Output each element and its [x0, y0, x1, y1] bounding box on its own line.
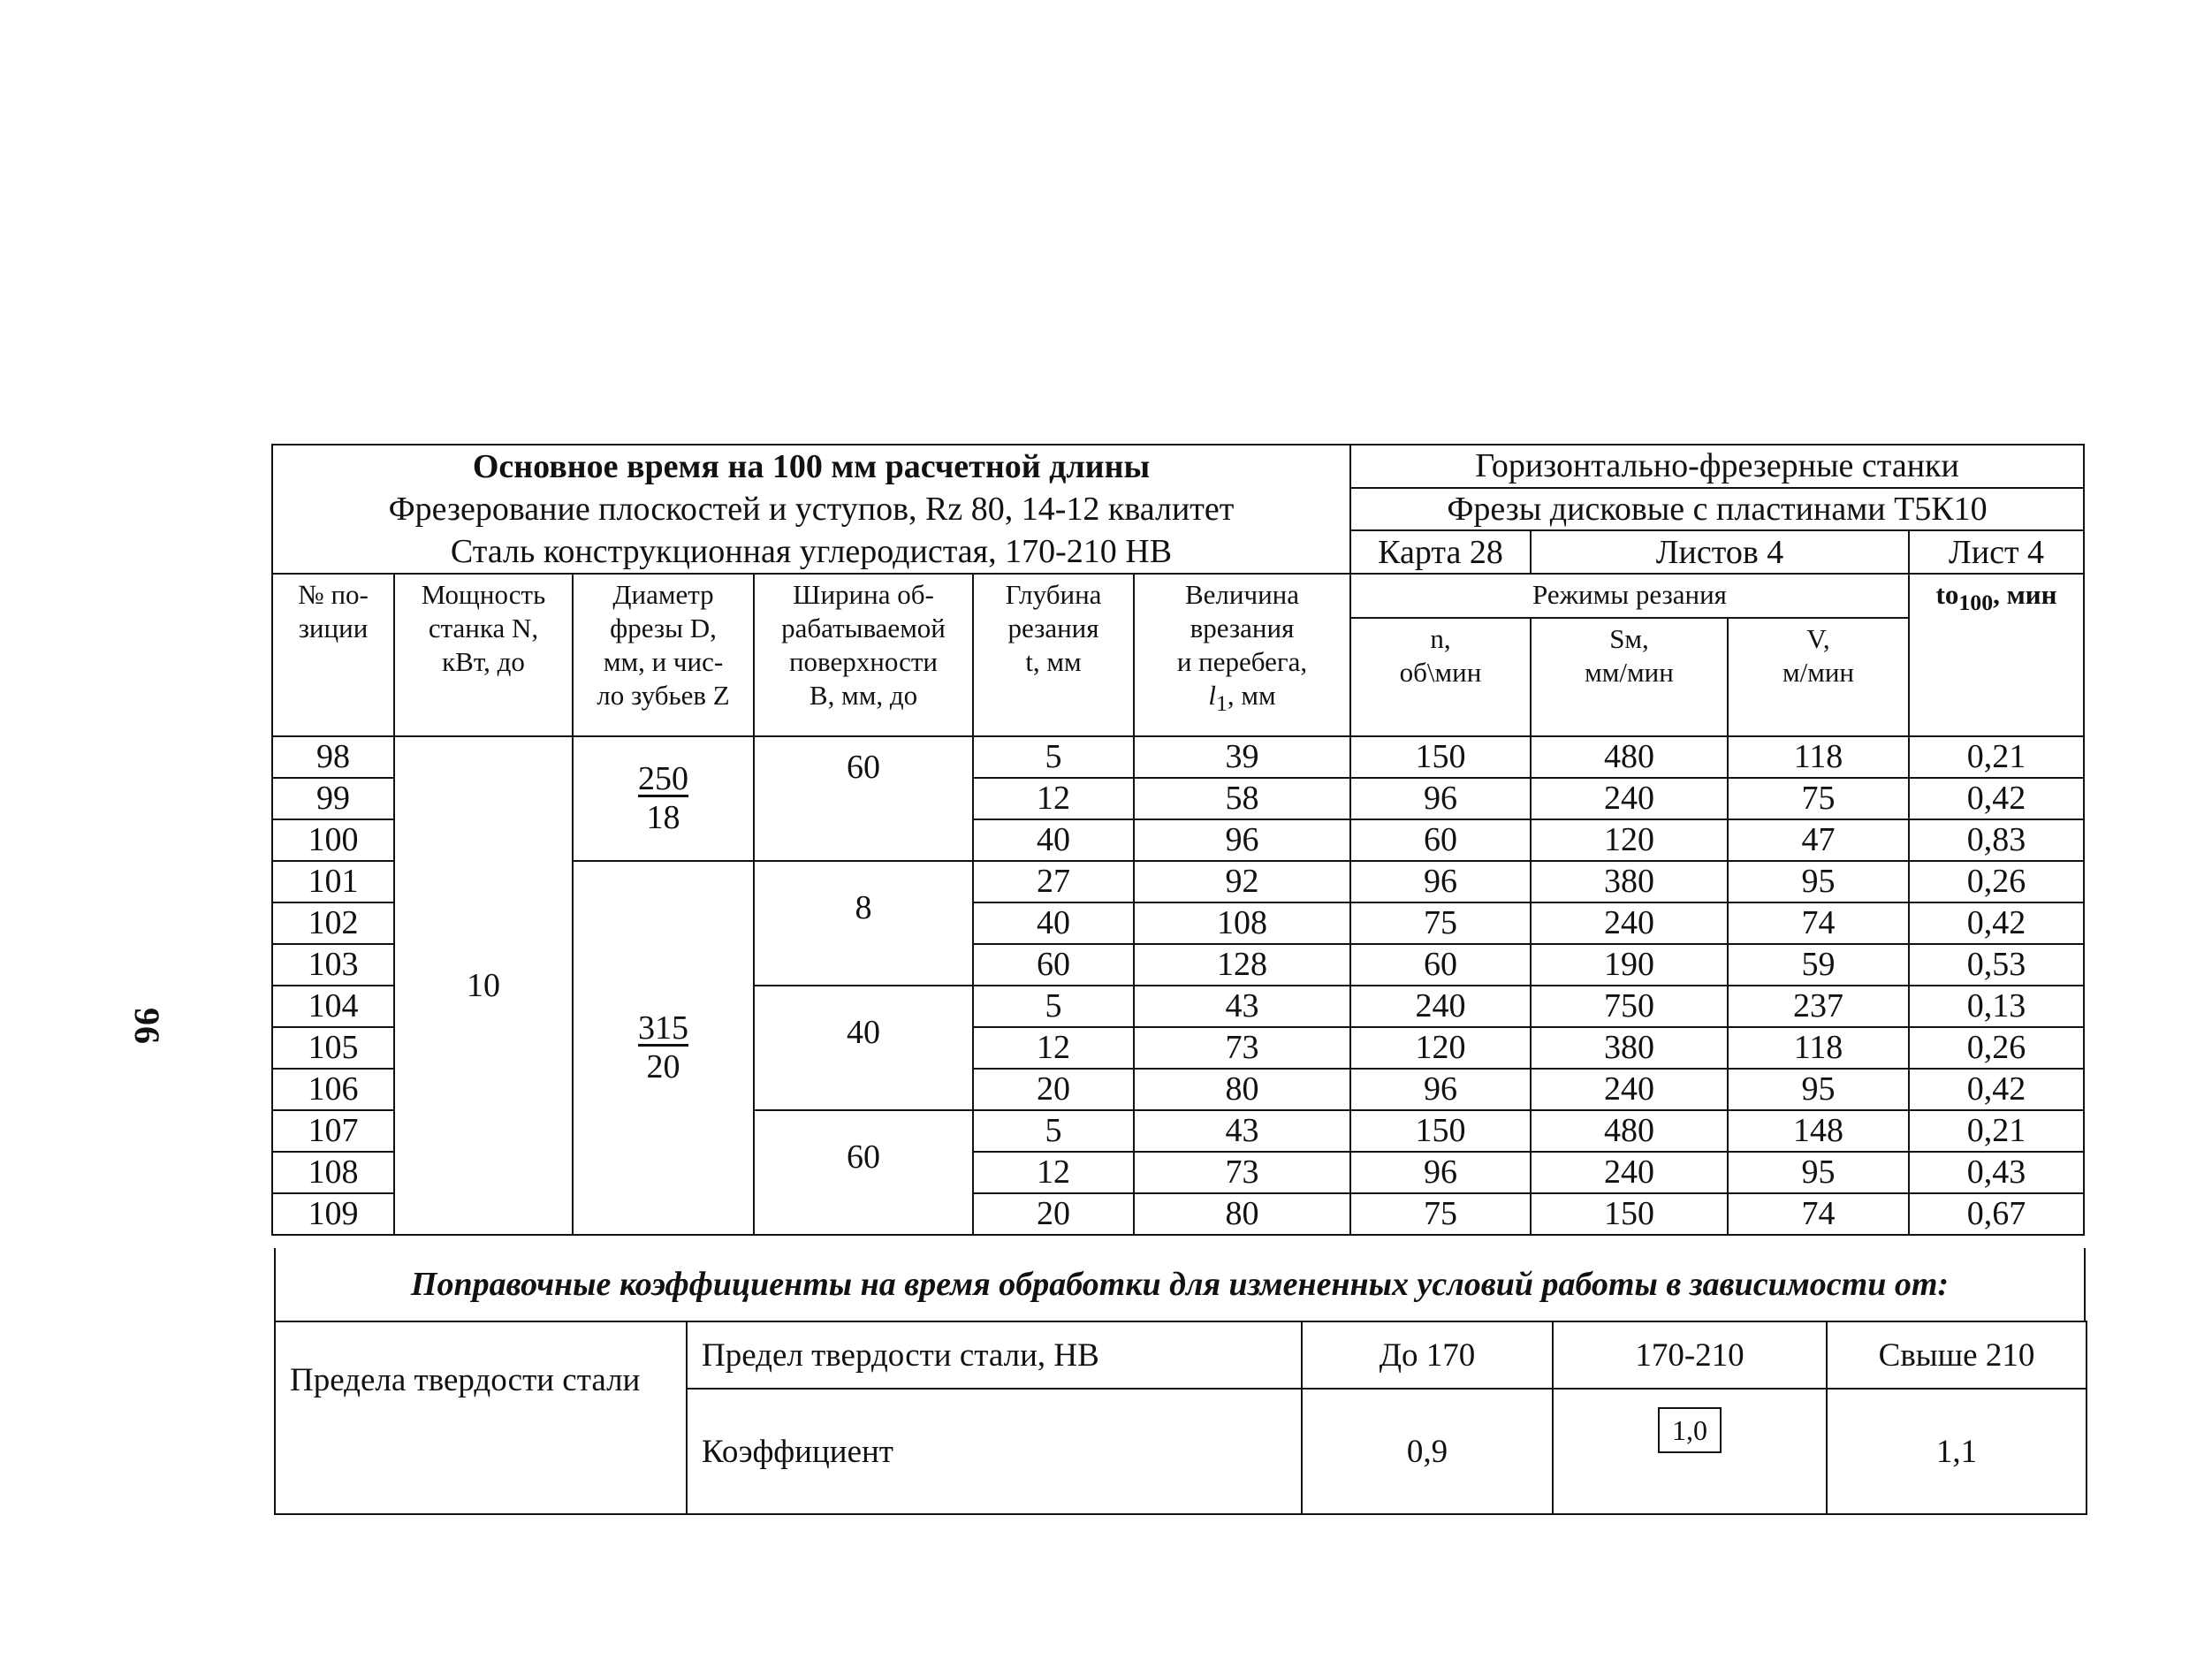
cell-width-60b: 60 — [754, 1110, 973, 1235]
sheets-count: Листов 4 — [1531, 530, 1909, 574]
col-head-approach-sub: 1 — [1215, 690, 1228, 717]
cell-depth: 27 — [973, 861, 1134, 902]
cell-depth: 60 — [973, 944, 1134, 986]
hardness-range: Свыше 210 — [1827, 1321, 2087, 1389]
cell-n: 75 — [1350, 1193, 1531, 1235]
cell-time: 0,42 — [1909, 902, 2084, 944]
cell-n: 240 — [1350, 986, 1531, 1027]
cell-approach: 58 — [1134, 778, 1350, 819]
col-head-time — [1909, 574, 2084, 736]
coefficient-label: Коэффициент — [687, 1389, 1302, 1514]
cell-depth: 20 — [973, 1193, 1134, 1235]
col-head-modes: Режимы резания — [1350, 574, 1909, 618]
cell-time: 0,13 — [1909, 986, 2084, 1027]
col-head-pos: № по- зиции — [272, 574, 394, 736]
cell-pos: 104 — [272, 986, 394, 1027]
col-head-approach-unit: , мм — [1227, 680, 1276, 711]
col-head-power: Мощность станка N, кВт, до — [394, 574, 573, 736]
cell-v: 95 — [1728, 1152, 1909, 1193]
cell-s: 240 — [1531, 902, 1728, 944]
cell-n: 96 — [1350, 861, 1531, 902]
cell-time: 0,83 — [1909, 819, 2084, 861]
cell-s: 240 — [1531, 1152, 1728, 1193]
cell-v: 95 — [1728, 1069, 1909, 1110]
cell-v: 74 — [1728, 1193, 1909, 1235]
cell-s: 240 — [1531, 778, 1728, 819]
cell-pos: 102 — [272, 902, 394, 944]
cell-width-60: 60 — [754, 736, 973, 861]
coefficient-cell-boxed — [1553, 1389, 1827, 1514]
cell-v: 47 — [1728, 819, 1909, 861]
hardness-param-label: Предел твердости стали, НВ — [687, 1321, 1302, 1389]
cell-approach: 39 — [1134, 736, 1350, 778]
cell-v: 95 — [1728, 861, 1909, 902]
cell-v: 118 — [1728, 1027, 1909, 1069]
cell-depth: 40 — [973, 819, 1134, 861]
table-subtitle-material: Сталь конструкционная углеродистая, 170-210 НВ — [450, 533, 1173, 570]
cell-time: 0,43 — [1909, 1152, 2084, 1193]
cell-approach: 73 — [1134, 1027, 1350, 1069]
cell-v: 118 — [1728, 736, 1909, 778]
cell-time: 0,42 — [1909, 778, 2084, 819]
col-head-diameter: Диаметр фрезы D, мм, и чис- ло зубьев Z — [573, 574, 754, 736]
coefficient-value: 0,9 — [1302, 1389, 1553, 1514]
coefficient-value: 1,1 — [1827, 1389, 2087, 1514]
cell-time: 0,67 — [1909, 1193, 2084, 1235]
cell-depth: 20 — [973, 1069, 1134, 1110]
cell-pos: 99 — [272, 778, 394, 819]
cell-width-40: 40 — [754, 986, 973, 1110]
cell-pos: 101 — [272, 861, 394, 902]
correction-factor: Предела твердости стали — [275, 1321, 687, 1514]
hardness-range: До 170 — [1302, 1321, 1553, 1389]
cell-pos: 103 — [272, 944, 394, 986]
cell-n: 60 — [1350, 819, 1531, 861]
cell-n: 120 — [1350, 1027, 1531, 1069]
cell-approach: 80 — [1134, 1069, 1350, 1110]
cell-s: 480 — [1531, 736, 1728, 778]
col-head-approach — [1134, 574, 1350, 736]
main-table — [271, 444, 2085, 1236]
coefficient-value-boxed: 1,0 — [1658, 1407, 1722, 1453]
teeth-count: 18 — [646, 799, 680, 836]
col-head-s: Sм, мм/мин — [1531, 618, 1728, 736]
cell-n: 150 — [1350, 736, 1531, 778]
cell-depth: 12 — [973, 1027, 1134, 1069]
machine-type: Горизонтально-фрезерные станки — [1350, 445, 2084, 488]
diameter-value: 315 — [638, 1009, 688, 1047]
cell-depth: 12 — [973, 1152, 1134, 1193]
hardness-range: 170-210 — [1553, 1321, 1827, 1389]
cell-n: 75 — [1350, 902, 1531, 944]
cell-approach: 96 — [1134, 819, 1350, 861]
diameter-value: 250 — [638, 760, 688, 797]
cell-v: 148 — [1728, 1110, 1909, 1152]
correction-title: Поправочные коэффициенты на время обработки для измененных условий работы в зависимости от: — [274, 1248, 2086, 1321]
tool-type: Фрезы дисковые с пластинами Т5К10 — [1350, 488, 2084, 531]
cell-n: 150 — [1350, 1110, 1531, 1152]
table-subtitle-process: Фрезерование плоскостей и уступов, Rz 80, 14-12 квалитет — [388, 491, 1235, 528]
cell-depth: 40 — [973, 902, 1134, 944]
col-head-approach-text: Величина врезания и перебега, — [1176, 579, 1308, 677]
cell-n: 96 — [1350, 778, 1531, 819]
cell-n: 96 — [1350, 1152, 1531, 1193]
col-head-n: n, об\мин — [1350, 618, 1531, 736]
cell-depth: 12 — [973, 778, 1134, 819]
cell-approach: 108 — [1134, 902, 1350, 944]
cell-pos: 100 — [272, 819, 394, 861]
cell-s: 120 — [1531, 819, 1728, 861]
col-head-width: Ширина об- рабатываемой поверхности В, мм, до — [754, 574, 973, 736]
cell-approach: 128 — [1134, 944, 1350, 986]
cell-v: 237 — [1728, 986, 1909, 1027]
cell-s: 240 — [1531, 1069, 1728, 1110]
cell-time: 0,21 — [1909, 736, 2084, 778]
page-number: 96 — [127, 1008, 167, 1045]
sheet-number: Лист 4 — [1909, 530, 2084, 574]
cell-depth: 5 — [973, 986, 1134, 1027]
cell-n: 60 — [1350, 944, 1531, 986]
cell-pos: 98 — [272, 736, 394, 778]
cell-approach: 43 — [1134, 986, 1350, 1027]
col-head-approach-symbol: l — [1208, 680, 1216, 711]
cell-pos: 106 — [272, 1069, 394, 1110]
card-number: Карта 28 — [1350, 530, 1531, 574]
col-head-v: V, м/мин — [1728, 618, 1909, 736]
cell-s: 480 — [1531, 1110, 1728, 1152]
cell-approach: 73 — [1134, 1152, 1350, 1193]
table-row — [272, 736, 2084, 778]
cell-pos: 105 — [272, 1027, 394, 1069]
col-head-depth: Глубина резания t, мм — [973, 574, 1134, 736]
cell-approach: 43 — [1134, 1110, 1350, 1152]
cell-time: 0,26 — [1909, 861, 2084, 902]
cell-time: 0,21 — [1909, 1110, 2084, 1152]
teeth-count: 20 — [646, 1048, 680, 1085]
cell-diameter-250 — [573, 736, 754, 861]
cell-pos: 107 — [272, 1110, 394, 1152]
cell-s: 190 — [1531, 944, 1728, 986]
cell-approach: 80 — [1134, 1193, 1350, 1235]
cell-approach: 92 — [1134, 861, 1350, 902]
cell-depth: 5 — [973, 736, 1134, 778]
cell-s: 380 — [1531, 1027, 1728, 1069]
cell-pos: 109 — [272, 1193, 394, 1235]
cell-v: 59 — [1728, 944, 1909, 986]
table-title: Основное время на 100 мм расчетной длины — [472, 448, 1151, 485]
cell-s: 150 — [1531, 1193, 1728, 1235]
cell-diameter-315 — [573, 861, 754, 1235]
cell-time: 0,42 — [1909, 1069, 2084, 1110]
cell-s: 750 — [1531, 986, 1728, 1027]
cell-depth: 5 — [973, 1110, 1134, 1152]
cell-s: 380 — [1531, 861, 1728, 902]
cell-v: 74 — [1728, 902, 1909, 944]
cell-time: 0,53 — [1909, 944, 2084, 986]
cell-time: 0,26 — [1909, 1027, 2084, 1069]
col-head-time-unit: , мин — [1993, 579, 2057, 610]
col-head-time-main: to — [1935, 579, 1959, 610]
table-header-block — [272, 445, 1350, 574]
cell-pos: 108 — [272, 1152, 394, 1193]
cell-power: 10 — [394, 736, 573, 1235]
correction-table — [274, 1321, 2087, 1515]
cell-v: 75 — [1728, 778, 1909, 819]
col-head-time-sub: 100 — [1958, 590, 1994, 616]
cell-width-8: 8 — [754, 861, 973, 986]
cell-n: 96 — [1350, 1069, 1531, 1110]
